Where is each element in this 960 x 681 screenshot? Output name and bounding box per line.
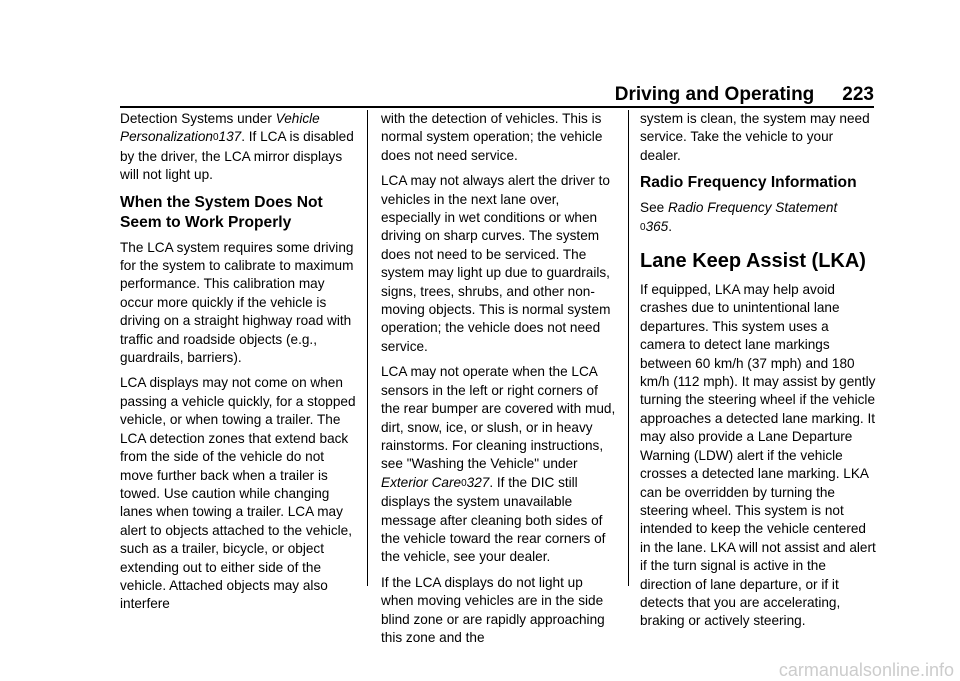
page-ref-icon: 0 xyxy=(640,221,646,233)
cross-reference-page[interactable]: 137 xyxy=(218,129,242,145)
column-divider-2 xyxy=(628,110,629,586)
text: Detection Systems under xyxy=(120,111,276,126)
cross-reference-link[interactable]: Exterior Care xyxy=(381,474,462,490)
cross-reference-page[interactable]: 327 xyxy=(466,474,490,490)
paragraph: The LCA system requires some driving for the system to calibrate to maximum performance. This calibration may occur more quickly if the vehicle is driving on a straight highway road with traffic and roadside objects (e.g., guardrails, barriers). xyxy=(120,239,354,366)
paragraph: If the LCA displays do not light up when moving vehicles are in the side blind zone or are rapidly approaching this zone and the xyxy=(381,574,605,645)
watermark: carmanualsonline.info xyxy=(778,660,954,680)
header-rule xyxy=(120,106,874,108)
section-heading: When the System Does Not Seem to Work Properly xyxy=(120,193,323,231)
text: . If the DIC still displays the system unavailable message after cleaning both sides of the vehicle toward the rear corners of the vehicle, see your dealer. xyxy=(381,474,606,565)
paragraph: If equipped, LKA may help avoid crashes due to unintentional lane departures. This system uses a camera to detect lane markings between 60 km/h (37 mph) and 180 km/h (112 mph). It may assist by gently turning the steering wheel if the vehicle approaches a detected lane marking. It may also provide a Lane Departure Warning (LDW) alert if the vehicle crosses a detected lane marking. LKA can be overridden by turning the steering wheel. This system is not intended to keep the vehicle centered in the lane. LKA will not assist and alert if the turn signal is active in the direction of lane departure, or if it detects that you are accelerating, braking or actively steering. xyxy=(640,282,876,629)
section-heading: Radio Frequency Information xyxy=(640,174,857,192)
paragraph: system is clean, the system may need service. Take the vehicle to your dealer. xyxy=(640,111,870,163)
chapter-heading: Lane Keep Assist (LKA) xyxy=(640,250,866,273)
paragraph xyxy=(640,199,876,237)
page-header xyxy=(0,84,874,106)
column-3 xyxy=(640,110,876,638)
paragraph xyxy=(381,363,617,566)
text: See xyxy=(640,200,668,216)
page-ref-icon: 0 xyxy=(461,477,467,489)
cross-reference-page[interactable]: 365 xyxy=(645,218,669,234)
paragraph: with the detection of vehicles. This is normal system operation; the vehicle does not need service. xyxy=(381,111,603,163)
cross-reference-link[interactable]: Vehicle Personalization xyxy=(120,111,320,145)
paragraph xyxy=(120,110,356,185)
paragraph: LCA displays may not come on when passing a vehicle quickly, for a stopped vehicle, or when towing a trailer. The LCA detection zones that extend back from the side of the vehicle do not move further back when a trailer is towed. Use caution while changing lanes when towing a trailer. LCA may alert to objects attached to the vehicle, such as a trailer, bicycle, or object extending out to either side of the vehicle. Attached objects may also interfere xyxy=(120,375,356,612)
text: . xyxy=(668,218,673,234)
section-title: Driving and Operating xyxy=(614,84,815,105)
text: LCA may not operate when the LCA sensors in the left or right corners of the rear bumper are covered with mud, dirt, snow, ice, or slush, or in heavy rainstorms. For cleaning instructions, see "Washing the Vehicle" under xyxy=(381,364,616,472)
page-number: 223 xyxy=(842,84,874,105)
text: . If LCA is disabled by the driver, the LCA mirror displays will not light up. xyxy=(120,129,354,183)
column-2 xyxy=(381,110,617,654)
column-divider-1 xyxy=(367,110,368,586)
cross-reference-link[interactable]: Radio Frequency Statement xyxy=(667,200,838,216)
page-ref-icon: 0 xyxy=(212,132,219,144)
column-1 xyxy=(120,110,356,621)
paragraph: LCA may not always alert the driver to vehicles in the next lane over, especially in wet conditions or when driving on sharp curves. The system does not need to be serviced. The system may light up due to guardrails, signs, trees, shrubs, and other non-moving objects. This is normal system operation; the vehicle does not need service. xyxy=(381,173,611,354)
